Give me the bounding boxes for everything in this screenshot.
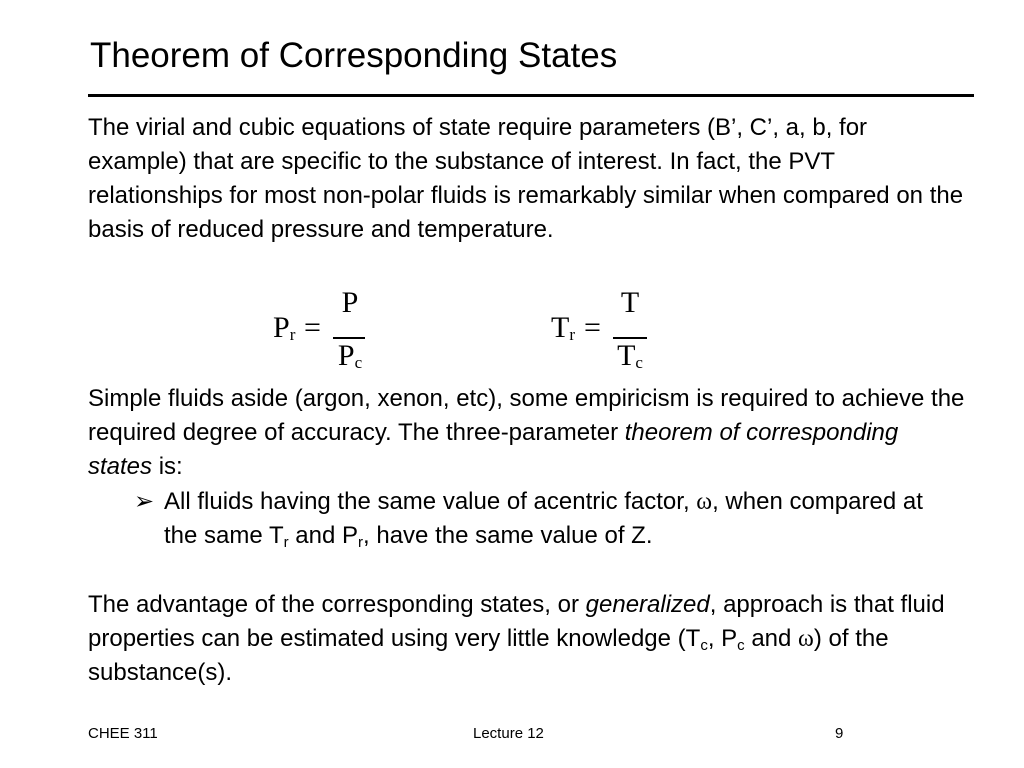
arrow-bullet-icon: ➢ xyxy=(134,488,155,515)
eq-tr-numerator: T xyxy=(620,286,640,319)
footer-page-number: 9 xyxy=(835,725,844,742)
title-divider xyxy=(88,94,974,97)
intro-paragraph: The virial and cubic equations of state require parameters (B’, C’, a, b, for example) that are specific to the substance of interest. In fact, the PVT relationships for most non-polar fluids is remarkably similar when compared on the basis of reduced pressure and temperature. xyxy=(88,114,964,243)
eq-pr-lhs: $P_r$ xyxy=(273,311,296,344)
omega-symbol: ω xyxy=(696,489,713,515)
slide-title: Theorem of Corresponding States xyxy=(90,36,618,75)
eq-pr-denominator: $P_c$ xyxy=(337,339,363,372)
eq-pr-equals: = xyxy=(304,311,321,344)
eq-tr-denominator: $T_c$ xyxy=(617,339,643,372)
bullet-text: All fluids having the same value of acentric factor, ω, when compared at the same $T_r$ and $P_r$, have the same value of Z. xyxy=(164,488,923,551)
emphasis-theorem: theorem of corresponding states xyxy=(88,419,899,480)
eq-tr-lhs: $T_r$ xyxy=(551,311,575,344)
emphasis-generalized: generalized xyxy=(585,591,710,618)
omega-symbol: ω xyxy=(798,626,814,652)
eq-tr-equals: = xyxy=(584,311,601,344)
advantage-paragraph: The advantage of the corresponding states, or generalized, approach is that fluid properties can be estimated using very little knowledge ($T_c$, $P_c$ and ω) of the substance(s). xyxy=(88,591,945,686)
eq-pr-numerator: P xyxy=(341,286,359,319)
three-parameter-paragraph: Simple fluids aside (argon, xenon, etc), some empiricism is required to achieve the required degree of accuracy. The three-parameter theorem of corresponding states is: xyxy=(88,385,965,480)
footer-course: CHEE 311 xyxy=(88,725,158,742)
footer-lecture: Lecture 12 xyxy=(473,725,544,742)
